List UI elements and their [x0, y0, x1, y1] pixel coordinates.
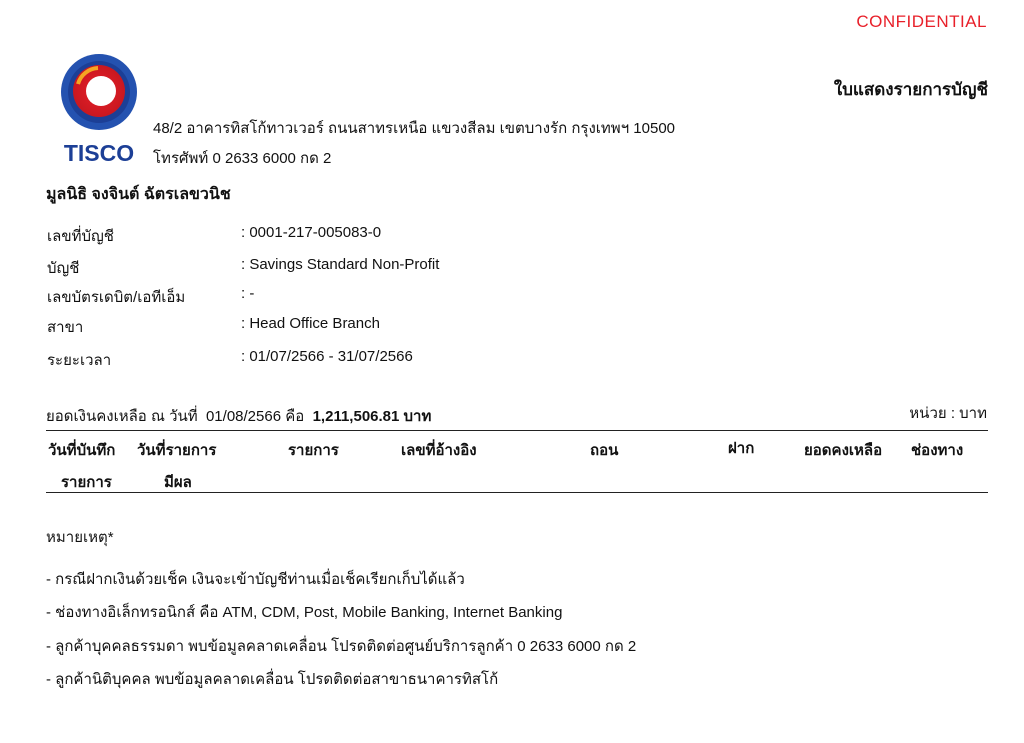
note-item: - ช่องทางอิเล็กทรอนิกส์ คือ ATM, CDM, Post, Mobile Banking, Internet Banking [46, 604, 563, 621]
unit-label: หน่วย : บาท [909, 405, 987, 422]
period-value: : 01/07/2566 - 31/07/2566 [241, 348, 413, 365]
header-channel: ช่องทาง [911, 442, 964, 459]
period-label: ระยะเวลา [47, 352, 112, 369]
document-title: ใบแสดงรายการบัญชี [833, 80, 988, 99]
header-reference: เลขที่อ้างอิง [401, 442, 477, 459]
table-top-border [46, 430, 988, 431]
header-withdraw: ถอน [590, 442, 619, 459]
account-holder-name: มูลนิธิ จงจินต์ ฉัตรเลขวนิช [46, 186, 231, 203]
header-record-date: วันที่บันทึก [48, 442, 116, 459]
account-type-label: บัญชี [47, 260, 80, 277]
header-effective-date: วันที่รายการ [137, 442, 217, 459]
debit-card-value: : - [241, 285, 255, 302]
balance-prefix: ยอดเงินคงเหลือ ณ วันที่ 01/08/2566 คือ [46, 408, 313, 425]
balance-amount: 1,211,506.81 บาท [312, 408, 432, 425]
tisco-logo [58, 54, 140, 166]
header-deposit: ฝาก [728, 440, 755, 457]
account-number-value: : 0001-217-005083-0 [241, 224, 382, 241]
note-item: - กรณีฝากเงินด้วยเช็ค เงินจะเข้าบัญชีท่านเมื่อเช็คเรียกเก็บได้แล้ว [46, 571, 465, 588]
header-balance: ยอดคงเหลือ [804, 442, 883, 459]
branch-label: สาขา [47, 319, 84, 336]
header-effective-date-line2: มีผล [164, 474, 192, 491]
account-number-label: เลขที่บัญชี [47, 228, 114, 245]
notes-title: หมายเหตุ* [46, 529, 114, 546]
logo-text: TISCO [63, 140, 135, 166]
table-bottom-border [46, 492, 988, 493]
account-type-value: : Savings Standard Non-Profit [241, 256, 440, 273]
branch-value: : Head Office Branch [241, 315, 380, 332]
bank-address: 48/2 อาคารทิสโก้ทาวเวอร์ ถนนสาทรเหนือ แขวงสีลม เขตบางรัก กรุงเทพฯ 10500 [153, 120, 675, 137]
note-item: - ลูกค้านิติบุคคล พบข้อมูลคลาดเคลื่อน โปรดติดต่อสาขาธนาคารทิสโก้ [46, 671, 499, 688]
header-record-date-line2: รายการ [61, 474, 112, 491]
bank-phone: โทรศัพท์ 0 2633 6000 กด 2 [153, 150, 332, 167]
balance-summary [46, 404, 431, 428]
confidential-label: CONFIDENTIAL [856, 12, 987, 31]
header-description: รายการ [288, 442, 339, 459]
note-item: - ลูกค้าบุคคลธรรมดา พบข้อมูลคลาดเคลื่อน โปรดติดต่อศูนย์บริการลูกค้า 0 2633 6000 กด 2 [46, 638, 637, 655]
debit-card-label: เลขบัตรเดบิต/เอทีเอ็ม [47, 289, 186, 306]
